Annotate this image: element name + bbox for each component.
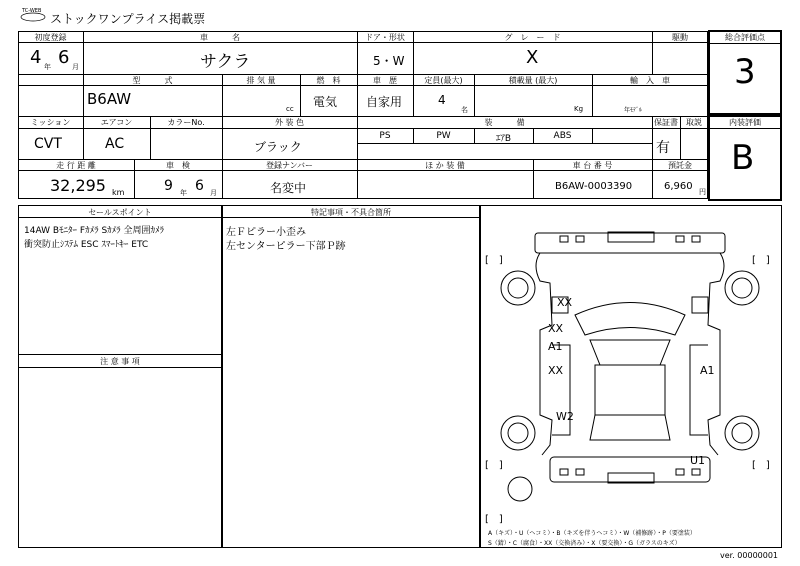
model-label: 型 式 [132, 76, 173, 85]
bracket-top-right: [ ] [752, 255, 770, 266]
mark-xx-left-door: XX [548, 364, 564, 377]
mileage-value: 32,295 [50, 176, 106, 195]
mark-u1-right-rear: U1 [690, 454, 706, 467]
color-no-label: カラーNo. [167, 118, 205, 127]
grade-label: グ レ ー ド [504, 33, 561, 42]
equip-airbag: ｴｱB [495, 134, 512, 144]
history-value: 自家用 [366, 95, 403, 109]
special-box [222, 205, 480, 548]
overall-score: 3 [734, 52, 756, 92]
aircon-value: AC [105, 136, 125, 152]
sales-notes-box [18, 205, 222, 548]
special-line-2: 左センターピラー下部Ｐ跡 [226, 241, 346, 252]
warranty-label: 保証書 [654, 118, 678, 127]
equipment-label: 装 備 [484, 118, 525, 127]
notes-label: 注 意 事 項 [100, 357, 140, 366]
bracket-top-left: [ ] [485, 255, 503, 266]
inspection-month-unit: 月 [210, 189, 217, 197]
cabin-rect [595, 365, 665, 415]
door-label: ドア・形状 [365, 33, 405, 42]
overall-label: 総合評価点 [725, 33, 765, 42]
capacity-label: 定員(最大) [424, 76, 463, 85]
inspection-year: 9 [164, 178, 173, 194]
sales-line-2: 衝突防止ｼｽﾃﾑ ESC ｽﾏｰﾄｷｰ ETC [24, 240, 149, 250]
right-mirror [692, 297, 708, 313]
bracket-spare: [ ] [485, 514, 503, 525]
warranty-value: 有 [656, 140, 670, 156]
inspection-month: 6 [195, 178, 204, 194]
model-value: B6AW [87, 90, 132, 108]
chassis-value: B6AW-0003390 [555, 181, 633, 192]
sales-line-1: 14AW Bﾓﾆﾀｰ Fｶﾒﾗ Sｶﾒﾗ 全周囲ｶﾒﾗ [24, 226, 165, 236]
page-title: ストックワンプライス掲載票 [50, 12, 206, 26]
inspection-year-unit: 年 [180, 189, 187, 197]
displacement-unit: cc [286, 105, 294, 113]
displacement-label: 排 気 量 [246, 76, 276, 85]
special-line-1: 左Ｆピラー小歪み [226, 227, 306, 238]
mark-a1-right-door: A1 [700, 364, 715, 377]
mark-a1-left-front: A1 [548, 340, 563, 353]
rear-bumper-outline [550, 457, 710, 482]
inspection-label: 車 検 [166, 161, 190, 170]
capacity-unit: 名 [461, 106, 468, 114]
mark-w2-left-rear: W2 [556, 410, 574, 423]
left-side-outline [536, 253, 552, 455]
load-unit: Kg [574, 105, 584, 113]
bracket-bottom-left: [ ] [485, 460, 503, 471]
special-label: 特記事項・不具合箇所 [311, 208, 391, 217]
first-reg-year: 4 [30, 47, 42, 68]
rear-lamp-rects [560, 469, 700, 483]
plate-label: 登録ナンバー [265, 161, 314, 170]
deposit-value: 6,960 [664, 181, 693, 192]
legend-line-2: S（錆）・C（腐食）・XX（交換済み）・X（要交換）・G（ガラスのキズ） [488, 540, 681, 547]
equip-abs: ABS [553, 131, 572, 141]
load-label: 積載量 (最大) [508, 76, 558, 85]
drive-label: 駆動 [672, 33, 688, 42]
mission-value: CVT [34, 136, 62, 152]
name-label: 車 名 [200, 33, 240, 42]
legend-line-1: A（キズ）・U（ヘコミ）・B（キズを伴うヘコミ）・W（補修跡）・P（要塗装） [488, 530, 696, 537]
mileage-label: 走 行 距 離 [56, 161, 96, 170]
import-label: 輸 入 車 [630, 76, 670, 85]
fuel-label: 燃 料 [316, 76, 341, 85]
fuel-value: 電気 [313, 95, 338, 109]
first-reg-label: 初度登録 [34, 33, 67, 42]
equip-pw: PW [436, 131, 451, 141]
deposit-unit: 円 [699, 188, 706, 196]
other-equip-label: ほ か 装 備 [425, 161, 465, 170]
sales-label: セールスポイント [88, 208, 152, 217]
interior-label: 内装評価 [729, 118, 761, 127]
first-reg-year-unit: 年 [44, 63, 51, 71]
plate-value: 名変中 [270, 181, 307, 195]
aircon-label: エアコン [100, 118, 133, 127]
logo-text: TC-WEB [22, 8, 42, 14]
grade-value: X [526, 47, 539, 68]
mission-label: ミッション [30, 118, 71, 127]
exterior-value: ブラック [254, 140, 302, 154]
interior-score: B [731, 138, 755, 178]
car-diagram [480, 205, 782, 525]
first-reg-month: 6 [58, 47, 70, 68]
chassis-label: 車 台 番 号 [572, 161, 613, 170]
logo [20, 7, 46, 17]
version-text: ver. 00000001 [720, 551, 779, 560]
mileage-unit: km [112, 188, 125, 197]
capacity-value: 4 [438, 93, 446, 107]
deposit-label: 預託金 [668, 161, 692, 170]
main-table [18, 31, 708, 199]
car-name: サクラ [200, 52, 251, 72]
import-unit: 年ﾓﾃﾞﾙ [624, 107, 643, 114]
right-side-outline [708, 253, 724, 455]
rear-window [590, 415, 670, 440]
roof-outline [590, 340, 670, 365]
bracket-bottom-right: [ ] [752, 460, 770, 471]
mark-xx-hood: XX [557, 296, 573, 309]
exterior-label: 外 装 色 [274, 118, 305, 127]
history-label: 車 歴 [373, 76, 397, 85]
door-value: 5・W [373, 54, 405, 68]
manual-label: 取説 [686, 118, 702, 127]
mark-xx-left-front: XX [548, 322, 564, 335]
right-door-lines [690, 345, 708, 435]
equip-ps: PS [379, 131, 391, 141]
hood-outline [575, 303, 685, 336]
first-reg-month-unit: 月 [72, 63, 79, 71]
